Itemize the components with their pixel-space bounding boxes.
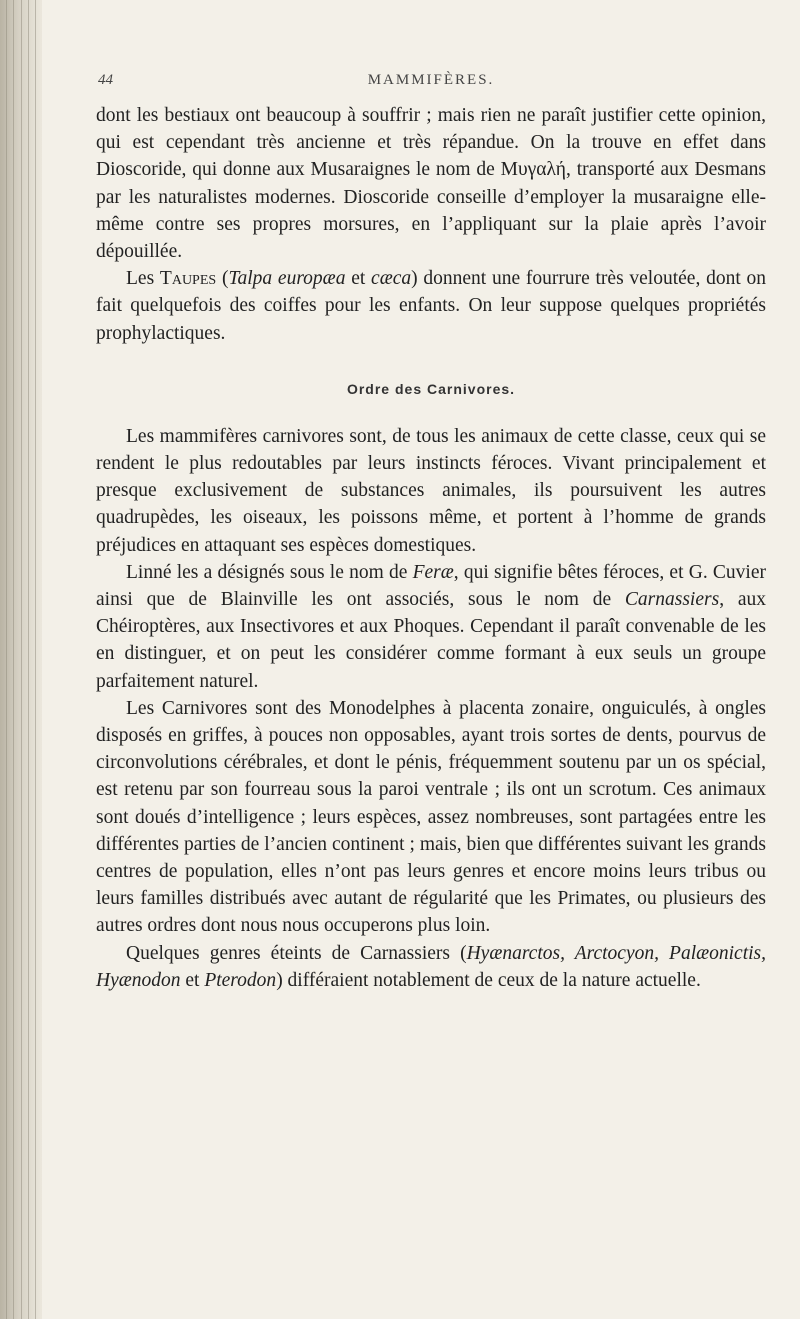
taupes-species-europaea: Talpa europæa [228,268,346,290]
linne-part2: , qui signifie bêtes féroces, et G. Cuvier ainsi que de Blainville les ont associés, sous le nom de [96,561,766,611]
genres-pterodon: Pterodon [204,969,277,991]
book-page [96,72,766,994]
paragraph-genres-eteints [96,940,766,994]
paragraph-musaraignes: dont les bestiaux ont beaucoup à souffrir ; mais rien ne paraît justifier cette opinion, qui est cependant très ancienne et très répandue. On la trouve en effet dans Dioscoride, qui donne aux Musaraignes le nom de Μυγαλή, transporté aux Desmans par les naturalistes modernes. Dioscoride conseille d’employer la musaraigne elle-même contre ses propres morsures, en l’appliquant sur la plaie après l’avoir dépouillée. [96,105,766,263]
taupes-rest: ) donnent une fourrure très veloutée, dont on fait quelquefois des coiffes pour les enfants. On leur suppose quelques propriétés prophylactiques. [96,268,767,344]
section-title: Ordre des Carnivores. [346,380,516,397]
paragraph-monodelphes: Les Carnivores sont des Monodelphes à placenta zonaire, onguiculés, à ongles disposés en griffes, à pouces non opposables, ayant trois sortes de dents, pourvus de circonvolutions cérébrales, et dont le pénis, fréquemment soutenu par un os spécial, est retenu par son fourreau sous la paroi ventrale ; ils ont un scrotum. Ces animaux sont doués d’intelligence ; leurs espèces, assez nombreuses, sont partagées entre les différentes parties de l’ancien continent ; mais, bien que différentes suivant les grands centres de population, elles n’ont pas leurs genres et encore moins leurs tribus ou leurs familles distribués avec autant de régularité que les Primates, ou plusieurs des autres ordres dont nous nous occuperons plus loin. [96,697,766,937]
gutter-line [6,0,7,1319]
gutter-line [13,0,14,1319]
gutter-line [21,0,22,1319]
running-title: MAMMIFÈRES. [367,72,495,88]
linne-carnassiers: Carnassiers [624,589,720,611]
taupes-open-paren: ( [216,268,229,290]
linne-ferae: Feræ [412,561,454,583]
genres-list: Hyænarctos, Arctocyon, Palæonictis, Hyænodon [96,942,766,991]
taupes-name: Taupes [159,268,217,290]
taupes-lead: Les [126,268,155,290]
paragraph-carnivores-intro: Les mammifères carnivores sont, de tous les animaux de cette classe, ceux qui se rendent le plus redoutables par leurs instincts féroces. Vivant principalement et presque exclusivement de substances animales, ils poursuivent les autres quadrupèdes, les oiseaux, les poissons même, et portent à l’homme de grands préjudices en attaquant ses espèces domestiques. [96,425,766,556]
genres-part2: ) différaient notablement de ceux de la nature actuelle. [276,969,701,991]
linne-part1: Linné les a désignés sous le nom de [126,561,413,583]
taupes-et: et [345,268,372,290]
gutter-line [35,0,36,1319]
gutter-line [28,0,29,1319]
taupes-species-caeca: cæca [371,268,412,290]
page-header [96,72,766,102]
paragraph-taupes [96,265,766,347]
linne-part3: , aux Chéiroptères, aux Insectivores et aux Phoques. Cependant il paraît convenable de les en distinguer, et on peut les considérer comme formant à eux seuls un groupe parfaitement naturel. [96,589,766,692]
paragraph-linne [96,559,766,695]
page-number: 44 [98,72,113,88]
genres-part1: Quelques genres éteints de Carnassiers ( [126,942,467,964]
book-gutter [0,0,42,1319]
genres-et: et [180,969,205,991]
